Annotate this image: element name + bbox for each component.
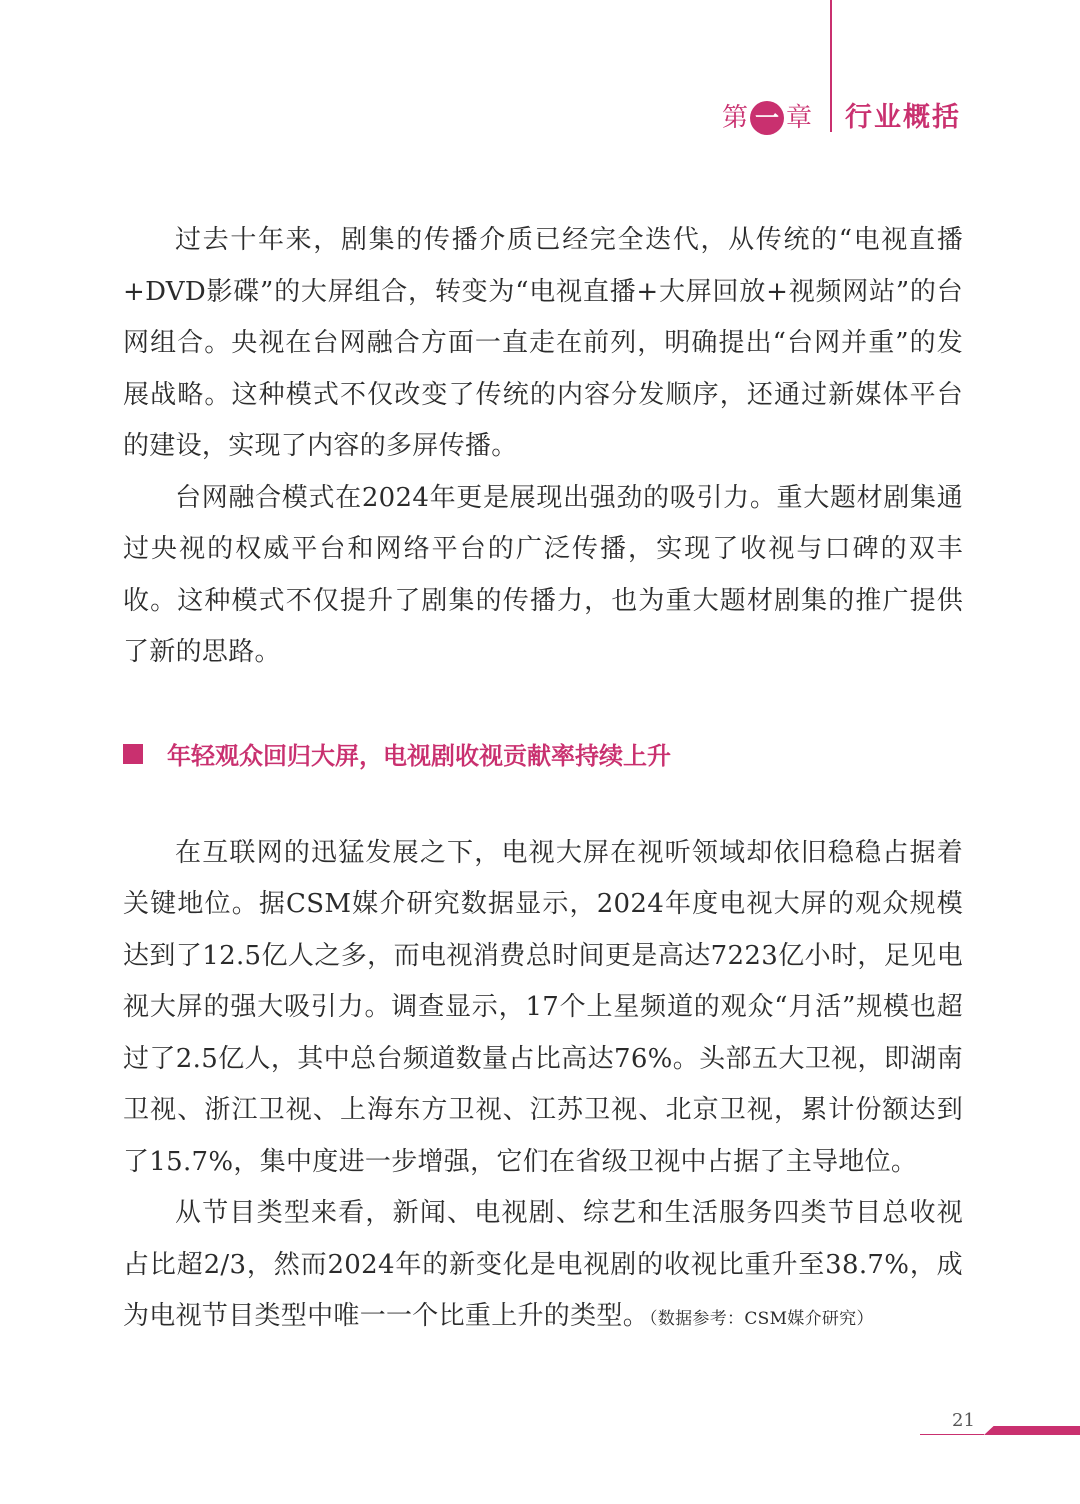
chapter-prefix: 第 — [722, 103, 749, 133]
square-bullet-icon — [123, 744, 143, 764]
body-paragraph-2: 台网融合模式在2024年更是展现出强劲的吸引力。重大题材剧集通过央视的权威平台和网络平台的广泛传播，实现了收视与口碑的双丰收。这种模式不仅提升了剧集的传播力，也为重大题材剧集的推广提供了新的思路。 — [123, 482, 963, 667]
page-footer — [920, 1412, 1080, 1436]
body-paragraph-1: 过去十年来，剧集的传播介质已经完全迭代，从传统的“电视直播+DVD影碟”的大屏组合，转变为“电视直播+大屏回放+视频网站”的台网组合。央视在台网融合方面一直走在前列，明确提出“台网并重”的发展战略。这种模式不仅改变了传统的内容分发顺序，还通过新媒体平台的建设，实现了内容的多屏传播。 — [123, 225, 963, 461]
page-body — [123, 215, 963, 1346]
body-paragraph-4 — [123, 1188, 963, 1346]
body-paragraph-3: 在互联网的迅猛发展之下，电视大屏在视听领域却依旧稳稳占据着关键地位。据CSM媒介研究数据显示，2024年度电视大屏的观众规模达到了12.5亿人之多，而电视消费总时间更是高达7223亿小时，足见电视大屏的强大吸引力。调查显示，17个上星频道的观众“月活”规模也超过了2.5亿人，其中总台频道数量占比高达76%。头部五大卫视，即湖南卫视、浙江卫视、上海东方卫视、江苏卫视、北京卫视，累计份额达到了15.7%，集中度进一步增强，它们在省级卫视中占据了主导地位。 — [123, 837, 963, 1177]
section-heading — [123, 734, 963, 774]
chapter-number-badge: 一 — [750, 101, 784, 135]
chapter-suffix: 章 — [786, 103, 813, 133]
chapter-header — [722, 98, 961, 138]
footer-accent-bar — [984, 1426, 1080, 1435]
body-paragraph-4-text: 从节目类型来看，新闻、电视剧、综艺和生活服务四类节目总收视占比超2/3，然而2024年的新变化是电视剧的收视比重升至38.7%，成为电视节目类型中唯一一个比重上升的类型。 — [123, 1198, 963, 1331]
section-title: 年轻观众回归大屏，电视剧收视贡献率持续上升 — [167, 742, 671, 770]
header-vertical-rule — [830, 0, 832, 132]
page-number: 21 — [952, 1410, 975, 1431]
chapter-title: 行业概括 — [845, 102, 961, 133]
source-note: （数据参考：CSM媒介研究） — [649, 1309, 874, 1329]
chapter-label — [722, 98, 812, 138]
footer-rule — [920, 1434, 984, 1435]
